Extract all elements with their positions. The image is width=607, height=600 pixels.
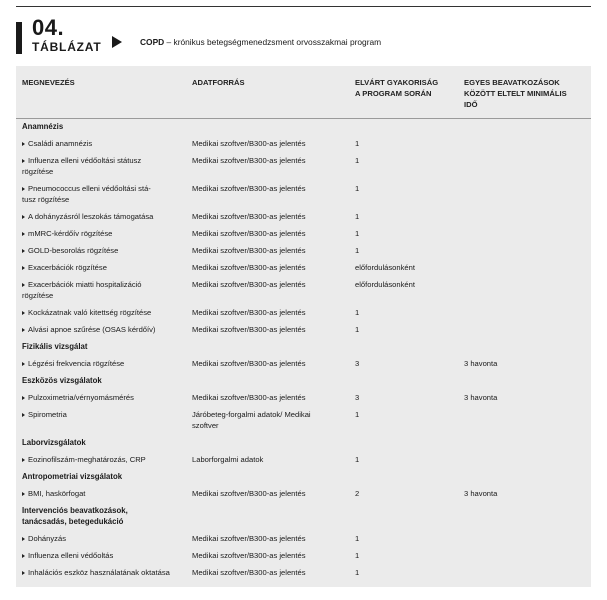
bullet-arrow-icon	[22, 187, 25, 191]
row-name: Alvási apnoe szűrése (OSAS kérdőív)	[22, 325, 187, 336]
table-header	[16, 66, 591, 119]
bullet-arrow-icon	[22, 554, 25, 558]
row-source: Medikai szoftver/B300-as jelentés	[192, 489, 306, 498]
row-frequency: előfordulásonként	[355, 263, 415, 272]
bullet-arrow-icon	[22, 311, 25, 315]
row-frequency: 1	[355, 534, 360, 543]
caption-bold: COPD	[140, 37, 165, 47]
row-name: Spirometria	[22, 410, 187, 421]
row-name: Exacerbációk miatti hospitalizáció rögzítése	[22, 280, 142, 300]
row-frequency: 1	[355, 308, 360, 317]
section-title: Anamnézis	[22, 122, 64, 131]
row-frequency: 3	[355, 393, 360, 402]
row-name: Pneumococcus elleni védőoltási stá- tusz rögzítése	[22, 184, 151, 204]
play-arrow-icon	[112, 36, 122, 48]
row-interval: 3 havonta	[464, 359, 498, 368]
row-name: Dohányzás	[22, 534, 187, 545]
row-name: mMRC-kérdőív rögzítése	[22, 229, 187, 240]
bullet-arrow-icon	[22, 362, 25, 366]
bullet-arrow-icon	[22, 142, 25, 146]
row-source: Medikai szoftver/B300-as jelentés	[192, 263, 306, 272]
column-header-interval: EGYES BEAVATKOZÁSOK KÖZÖTT ELTELT MINIMÁLIS IDŐ	[464, 78, 567, 109]
bullet-arrow-icon	[22, 537, 25, 541]
row-source: Járóbeteg-forgalmi adatok/ Medikai szoftver	[192, 410, 311, 430]
row-frequency: előfordulásonként	[355, 280, 415, 289]
row-source: Medikai szoftver/B300-as jelentés	[192, 246, 306, 255]
table-tag-bar	[16, 22, 22, 54]
bullet-arrow-icon	[22, 413, 25, 417]
row-frequency: 2	[355, 489, 360, 498]
row-source: Medikai szoftver/B300-as jelentés	[192, 393, 306, 402]
row-name: A dohányzásról leszokás támogatása	[22, 212, 187, 223]
section-title: Eszközös vizsgálatok	[22, 376, 102, 385]
row-source: Medikai szoftver/B300-as jelentés	[192, 280, 306, 289]
column-header-frequency: ELVÁRT GYAKORISÁG A PROGRAM SORÁN	[355, 78, 439, 98]
table-caption	[140, 36, 381, 48]
row-interval: 3 havonta	[464, 489, 498, 498]
row-name: Pulzoximetria/vérnyomásmérés	[22, 393, 187, 404]
caption-rest: – krónikus betegségmenedzsment orvosszakmai program	[164, 37, 382, 47]
top-rule	[16, 6, 591, 7]
row-frequency: 1	[355, 246, 360, 255]
row-name: BMI, haskörfogat	[22, 489, 187, 500]
row-name: Légzési frekvencia rögzítése	[22, 359, 187, 370]
row-source: Laborforgalmi adatok	[192, 455, 264, 464]
bullet-arrow-icon	[22, 232, 25, 236]
row-source: Medikai szoftver/B300-as jelentés	[192, 359, 306, 368]
row-source: Medikai szoftver/B300-as jelentés	[192, 139, 306, 148]
section-title: Laborvizsgálatok	[22, 438, 86, 447]
table-label: TÁBLÁZAT	[32, 40, 102, 54]
row-name: GOLD-besorolás rögzítése	[22, 246, 187, 257]
row-frequency: 1	[355, 551, 360, 560]
row-name: Inhalációs eszköz használatának oktatása	[22, 568, 187, 579]
bullet-arrow-icon	[22, 328, 25, 332]
row-frequency: 1	[355, 139, 360, 148]
row-source: Medikai szoftver/B300-as jelentés	[192, 156, 306, 165]
row-frequency: 1	[355, 156, 360, 165]
section-title: Fizikális vizsgálat	[22, 342, 88, 351]
column-header-name: MEGNEVEZÉS	[22, 78, 75, 87]
bullet-arrow-icon	[22, 396, 25, 400]
section-title: Antropometriai vizsgálatok	[22, 472, 123, 481]
table-number: 04.	[32, 15, 65, 40]
bullet-arrow-icon	[22, 159, 25, 163]
bullet-arrow-icon	[22, 249, 25, 253]
row-frequency: 1	[355, 184, 360, 193]
row-frequency: 3	[355, 359, 360, 368]
data-table	[16, 66, 591, 587]
row-name: Influenza elleni védőoltási státusz rögzítése	[22, 156, 142, 176]
row-source: Medikai szoftver/B300-as jelentés	[192, 308, 306, 317]
row-name: Influenza elleni védőoltás	[22, 551, 187, 562]
bullet-arrow-icon	[22, 571, 25, 575]
row-frequency: 1	[355, 212, 360, 221]
row-source: Medikai szoftver/B300-as jelentés	[192, 551, 306, 560]
bullet-arrow-icon	[22, 283, 25, 287]
column-header-source: ADATFORRÁS	[192, 78, 245, 87]
row-frequency: 1	[355, 325, 360, 334]
bullet-arrow-icon	[22, 492, 25, 496]
row-source: Medikai szoftver/B300-as jelentés	[192, 229, 306, 238]
bullet-arrow-icon	[22, 215, 25, 219]
row-frequency: 1	[355, 229, 360, 238]
bullet-arrow-icon	[22, 266, 25, 270]
row-interval: 3 havonta	[464, 393, 498, 402]
row-frequency: 1	[355, 410, 360, 419]
row-frequency: 1	[355, 455, 360, 464]
row-source: Medikai szoftver/B300-as jelentés	[192, 212, 306, 221]
section-title: Intervenciós beavatkozások, tanácsadás, betegedukáció	[22, 506, 128, 526]
bullet-arrow-icon	[22, 458, 25, 462]
row-name: Exacerbációk rögzítése	[22, 263, 187, 274]
row-name: Eozinofilszám-meghatározás, CRP	[22, 455, 187, 466]
row-name: Családi anamnézis	[22, 139, 187, 150]
row-source: Medikai szoftver/B300-as jelentés	[192, 568, 306, 577]
row-frequency: 1	[355, 568, 360, 577]
row-source: Medikai szoftver/B300-as jelentés	[192, 534, 306, 543]
row-source: Medikai szoftver/B300-as jelentés	[192, 184, 306, 193]
row-name: Kockázatnak való kitettség rögzítése	[22, 308, 187, 319]
row-source: Medikai szoftver/B300-as jelentés	[192, 325, 306, 334]
